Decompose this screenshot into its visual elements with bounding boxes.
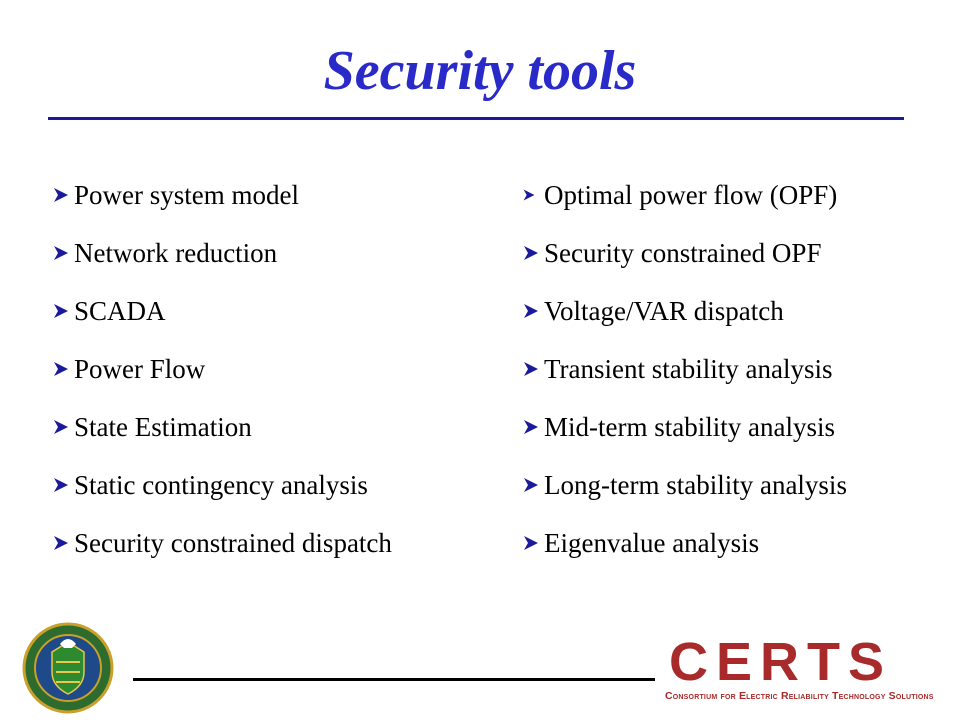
doe-seal-icon	[22, 622, 114, 719]
list-item-label: Transient stability analysis	[544, 353, 833, 384]
certs-logo	[665, 632, 934, 702]
arrowhead-bullet-icon	[52, 476, 74, 494]
list-item	[52, 456, 392, 514]
left-column	[52, 166, 392, 572]
list-item	[522, 456, 847, 514]
arrowhead-bullet-icon	[522, 418, 544, 436]
list-item-label: Voltage/VAR dispatch	[544, 295, 784, 326]
list-item-label: SCADA	[74, 295, 166, 326]
certs-wordmark: CERTS	[669, 632, 893, 692]
arrowhead-bullet-icon	[522, 244, 544, 262]
arrowhead-bullet-icon	[522, 360, 544, 378]
arrowhead-bullet-icon	[522, 302, 544, 320]
list-item	[522, 514, 847, 572]
arrowhead-bullet-icon	[52, 360, 74, 378]
footer-rule	[133, 678, 655, 681]
slide-title: Security tools	[323, 40, 637, 102]
arrowhead-bullet-icon	[52, 244, 74, 262]
list-item-label: Security constrained OPF	[544, 237, 822, 268]
arrowhead-bullet-icon	[522, 476, 544, 494]
list-item-label: State Estimation	[74, 411, 252, 442]
arrowhead-bullet-icon	[52, 186, 74, 204]
list-item	[52, 398, 392, 456]
arrowhead-bullet-icon	[52, 418, 74, 436]
arrowhead-bullet-icon	[522, 188, 544, 202]
arrowhead-bullet-icon	[52, 534, 74, 552]
list-item-label: Static contingency analysis	[74, 469, 368, 500]
list-item	[522, 166, 847, 224]
list-item-label: Eigenvalue analysis	[544, 527, 760, 558]
list-item-label: Power Flow	[74, 353, 206, 384]
title-underline	[48, 117, 904, 120]
arrowhead-bullet-icon	[52, 302, 74, 320]
right-column	[522, 166, 847, 572]
list-item	[522, 282, 847, 340]
list-item-label: Long-term stability analysis	[544, 469, 847, 500]
list-item	[52, 166, 392, 224]
list-item	[52, 282, 392, 340]
list-item-label: Optimal power flow (OPF)	[544, 179, 838, 210]
list-item	[522, 340, 847, 398]
list-item-label: Mid-term stability analysis	[544, 411, 835, 442]
list-item	[52, 340, 392, 398]
list-item	[52, 514, 392, 572]
certs-subtitle: Consortium for Electric Reliability Technology Solutions	[665, 690, 934, 702]
list-item	[52, 224, 392, 282]
list-item	[522, 224, 847, 282]
list-item	[522, 398, 847, 456]
list-item-label: Security constrained dispatch	[74, 527, 392, 558]
arrowhead-bullet-icon	[522, 534, 544, 552]
list-item-label: Power system model	[74, 179, 299, 210]
list-item-label: Network reduction	[74, 237, 278, 268]
